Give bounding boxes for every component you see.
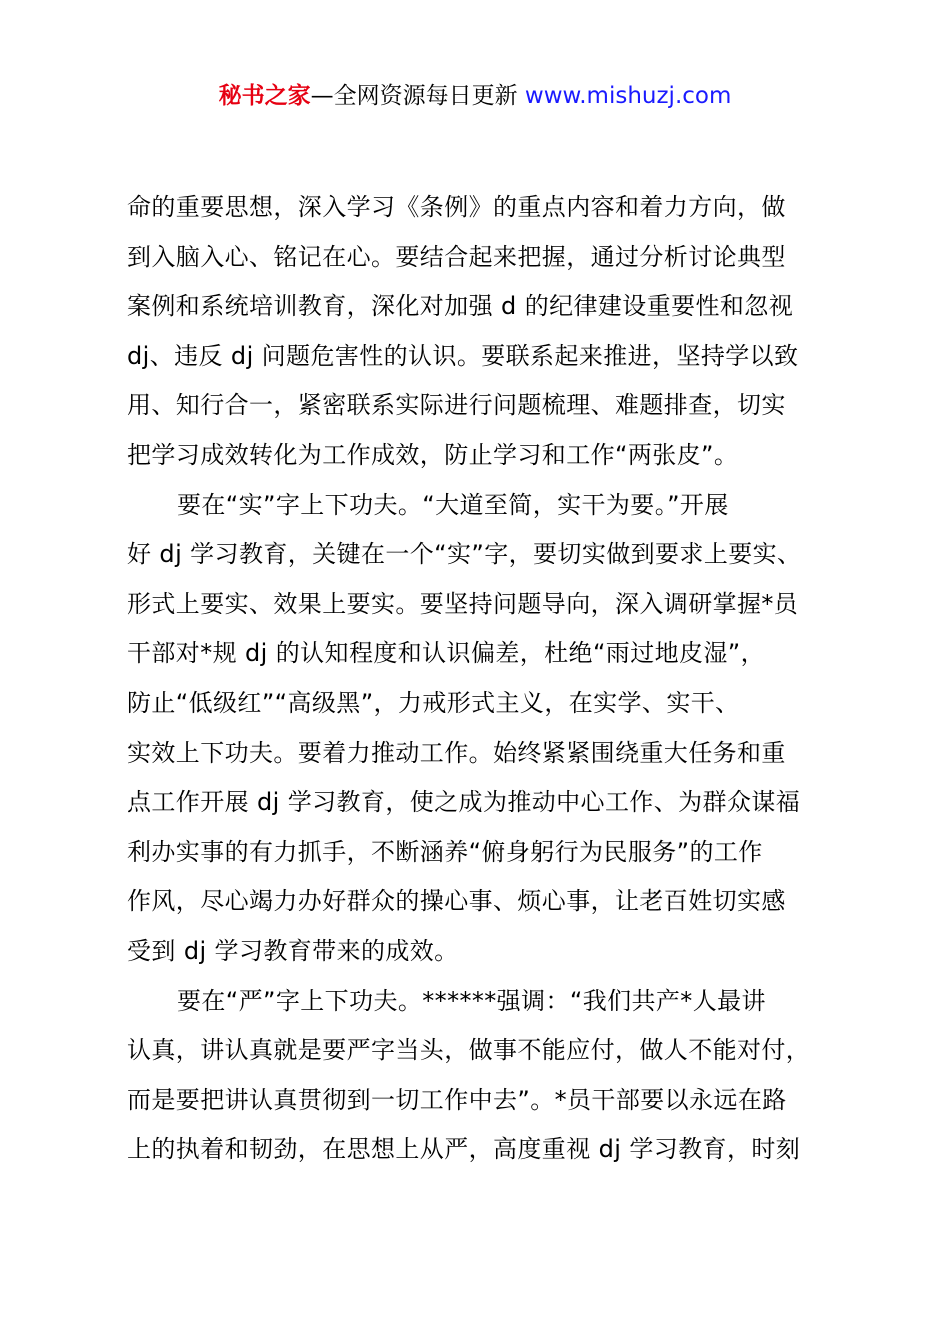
text-line: 上的执着和韧劲，在思想上从严，高度重视 dj 学习教育，时刻 <box>127 1135 801 1164</box>
text-line: 案例和系统培训教育，深化对加强 d 的纪律建设重要性和忽视 <box>127 292 794 321</box>
text-line: 形式上要实、效果上要实。要坚持问题导向，深入调研掌握*员 <box>127 589 799 618</box>
text-line: dj、违反 dj 问题危害性的认识。要联系起来推进，坚持学以致 <box>127 341 799 370</box>
text-line: 受到 dj 学习教育带来的成效。 <box>127 936 459 965</box>
text-line: 防止“低级红”“高级黑”，力戒形式主义，在实学、实干、 <box>127 688 740 717</box>
paragraph-2 <box>127 481 837 977</box>
site-brand: 秘书之家 <box>218 83 311 109</box>
text-line: 点工作开展 dj 学习教育，使之成为推动中心工作、为群众谋福 <box>127 788 801 817</box>
text-line: 作风，尽心竭力办好群众的操心事、烦心事，让老百姓切实感 <box>127 887 786 916</box>
paragraph-3 <box>127 977 837 1175</box>
text-line: 实效上下功夫。要着力推动工作。始终紧紧围绕重大任务和重 <box>127 738 786 767</box>
text-line: 利办实事的有力抓手，不断涵养“俯身躬行为民服务”的工作 <box>127 837 763 866</box>
site-slogan: —全网资源每日更新 <box>310 83 525 109</box>
document-body <box>127 183 837 1175</box>
text-line: 命的重要思想，深入学习《条例》的重点内容和着力方向，做 <box>127 193 786 221</box>
text-line: 到入脑入心、铭记在心。要结合起来把握，通过分析讨论典型 <box>127 242 786 271</box>
text-line: 好 dj 学习教育，关键在一个“实”字，要切实做到要求上要实、 <box>127 540 802 569</box>
text-line: 而是要把讲认真贯彻到一切工作中去”。*员干部要以永远在路 <box>127 1085 787 1114</box>
site-url-link[interactable]: www.mishuzj.com <box>524 83 732 109</box>
text-line: 认真，讲认真就是要严字当头，做事不能应付，做人不能对付， <box>127 1036 811 1065</box>
site-header <box>0 80 950 112</box>
text-line: 干部对*规 dj 的认知程度和认识偏差，杜绝“雨过地皮湿”， <box>127 639 766 668</box>
text-line: 要在“实”字上下功夫。“大道至简，实干为要。”开展 <box>177 490 729 519</box>
text-line: 要在“严”字上下功夫。******强调：“我们共产*人最讲 <box>177 986 766 1015</box>
text-line: 用、知行合一，紧密联系实际进行问题梳理、难题排查，切实 <box>127 391 786 420</box>
paragraph-1 <box>127 183 837 481</box>
text-line: 把学习成效转化为工作成效，防止学习和工作“两张皮”。 <box>127 440 739 469</box>
